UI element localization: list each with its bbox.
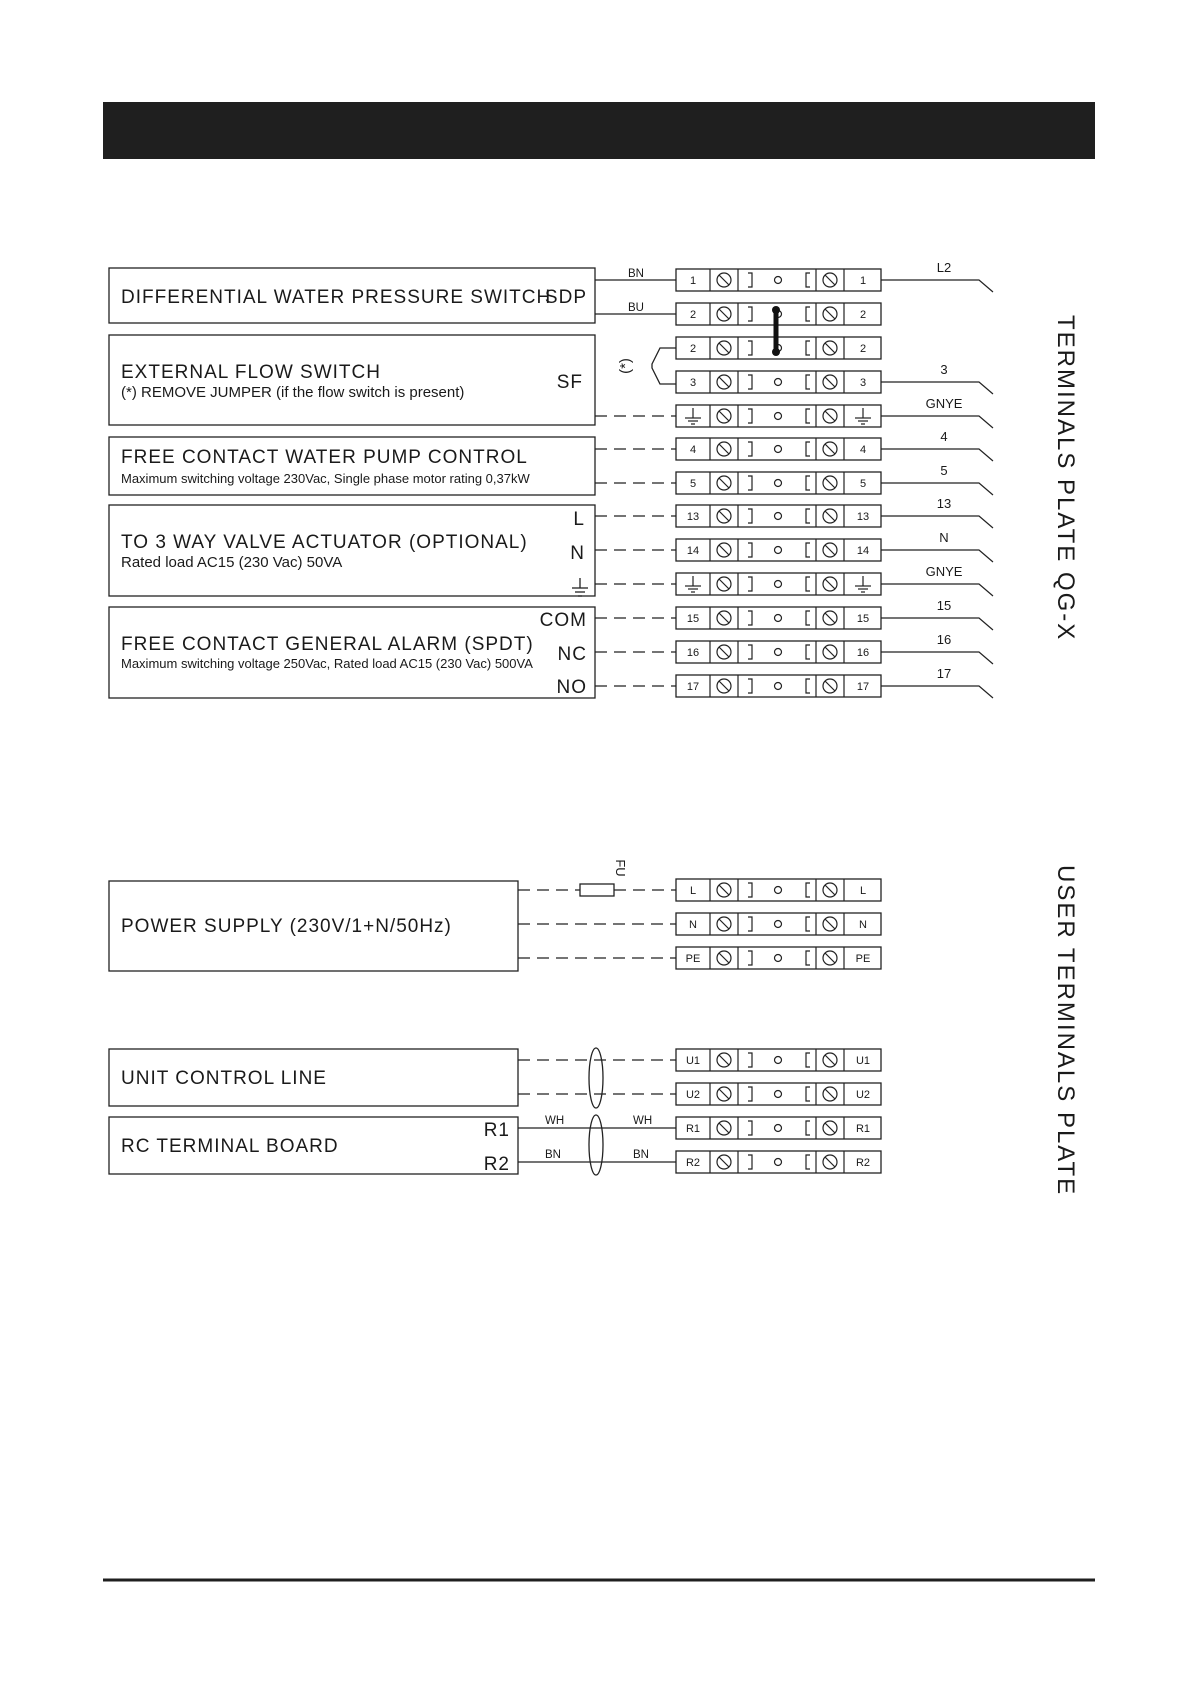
output-lead xyxy=(881,652,993,664)
output-label: L2 xyxy=(936,260,952,275)
output-lead xyxy=(881,382,993,394)
screw-icon xyxy=(717,543,731,557)
terminal-label: 1 xyxy=(689,275,697,287)
alarm-label: FREE CONTACT GENERAL ALARM (SPDT) xyxy=(121,634,534,655)
terminal-block[interactable] xyxy=(676,438,881,460)
rc-wire-r1-left: WH xyxy=(545,1115,565,1127)
output-label: 3 xyxy=(940,362,948,377)
screw-icon xyxy=(717,509,731,523)
screw-icon xyxy=(823,611,837,625)
screw-icon xyxy=(717,1087,731,1101)
terminal-label: 13 xyxy=(856,511,870,523)
screw-icon xyxy=(717,917,731,931)
screw-icon xyxy=(823,442,837,456)
alarm-note: Maximum switching voltage 250Vac, Rated load AC15 (230 Vac) 500VA xyxy=(121,656,533,671)
output-lead xyxy=(881,550,993,562)
terminal-block[interactable] xyxy=(676,472,881,494)
screw-icon xyxy=(823,1121,837,1135)
output-label: 16 xyxy=(936,632,952,647)
ground-icon xyxy=(685,408,701,424)
rc-pin-r2: R2 xyxy=(483,1154,510,1175)
screw-icon xyxy=(823,509,837,523)
output-lead xyxy=(881,618,993,630)
rc-pin-r1: R1 xyxy=(483,1120,510,1141)
terminal-block[interactable] xyxy=(676,1049,881,1071)
jumper-label-group xyxy=(617,358,634,374)
ground-icon xyxy=(855,576,871,592)
plate-user-title: USER TERMINALS PLATE xyxy=(1052,865,1079,1197)
terminal-label: 17 xyxy=(686,681,700,693)
screw-icon xyxy=(717,476,731,490)
terminal-label: PE xyxy=(855,953,871,965)
valve-pin-n: N xyxy=(570,543,585,564)
output-label: 5 xyxy=(940,463,948,478)
terminal-label: 14 xyxy=(856,545,870,557)
valve-note: Rated load AC15 (230 Vac) 50VA xyxy=(121,554,343,571)
output-lead xyxy=(881,280,993,292)
terminal-label: 4 xyxy=(859,444,867,456)
ground-icon xyxy=(685,576,701,592)
screw-icon xyxy=(717,409,731,423)
sdp-label: DIFFERENTIAL WATER PRESSURE SWITCH xyxy=(121,287,552,308)
output-lead xyxy=(881,449,993,461)
sf-note: (*) REMOVE JUMPER (if the flow switch is present) xyxy=(121,384,465,401)
alarm-pin-nc: NC xyxy=(557,644,587,665)
valve-ground-icon xyxy=(572,578,588,596)
wire-color-bu: BU xyxy=(628,302,644,314)
terminal-label: 2 xyxy=(859,343,867,355)
output-label: 4 xyxy=(940,429,948,444)
terminal-label: 1 xyxy=(859,275,867,287)
terminal-block[interactable] xyxy=(676,405,881,427)
output-lead xyxy=(881,416,993,428)
terminal-label: 16 xyxy=(856,647,870,659)
cable-shield-icon xyxy=(589,1048,603,1108)
terminal-label: R2 xyxy=(855,1157,871,1169)
terminal-label: 5 xyxy=(859,478,867,490)
wire-color-bn: BN xyxy=(628,268,644,280)
terminal-label: 5 xyxy=(689,478,697,490)
terminal-label: 14 xyxy=(686,545,700,557)
sf-label: EXTERNAL FLOW SWITCH xyxy=(121,362,381,383)
screw-icon xyxy=(823,951,837,965)
terminal-label: 4 xyxy=(689,444,697,456)
jumper-bar xyxy=(772,306,780,356)
terminal-block[interactable] xyxy=(676,269,881,291)
terminal-label: PE xyxy=(685,953,701,965)
terminal-label: 3 xyxy=(859,377,867,389)
output-lead xyxy=(881,584,993,596)
terminal-label: 16 xyxy=(686,647,700,659)
terminal-block[interactable] xyxy=(676,1151,881,1173)
screw-icon xyxy=(717,341,731,355)
terminal-block[interactable] xyxy=(676,505,881,527)
rc-wire-r2-left: BN xyxy=(545,1149,561,1161)
terminal-label: U1 xyxy=(855,1055,871,1067)
alarm-pin-com: COM xyxy=(539,610,587,631)
terminal-label: R2 xyxy=(685,1157,701,1169)
terminal-label: R1 xyxy=(855,1123,871,1135)
terminal-label: R1 xyxy=(685,1123,701,1135)
terminal-block[interactable] xyxy=(676,675,881,697)
terminal-label: 2 xyxy=(689,309,697,321)
pump-label: FREE CONTACT WATER PUMP CONTROL xyxy=(121,447,528,468)
screw-icon xyxy=(823,1087,837,1101)
terminal-block[interactable] xyxy=(676,947,881,969)
power-label: POWER SUPPLY (230V/1+N/50Hz) xyxy=(121,916,452,937)
output-label: 17 xyxy=(936,666,952,681)
screw-icon xyxy=(823,543,837,557)
cable-shield-icon xyxy=(589,1115,603,1175)
terminal-strip-user xyxy=(676,879,881,1173)
screw-icon xyxy=(823,645,837,659)
screw-icon xyxy=(823,577,837,591)
terminal-label: 2 xyxy=(689,343,697,355)
screw-icon xyxy=(823,476,837,490)
screw-icon xyxy=(717,1121,731,1135)
screw-icon xyxy=(717,883,731,897)
ground-icon xyxy=(855,408,871,424)
terminal-block[interactable] xyxy=(676,371,881,393)
screw-icon xyxy=(717,645,731,659)
terminal-label: L xyxy=(859,885,867,897)
control-label: UNIT CONTROL LINE xyxy=(121,1068,327,1089)
screw-icon xyxy=(717,679,731,693)
output-lead xyxy=(881,516,993,528)
screw-icon xyxy=(823,341,837,355)
terminal-label: N xyxy=(689,919,697,931)
output-lead xyxy=(881,483,993,495)
screw-icon xyxy=(823,1155,837,1169)
terminal-label: U2 xyxy=(855,1089,871,1101)
terminal-label: 15 xyxy=(686,613,700,625)
output-label: 13 xyxy=(936,496,952,511)
screw-icon xyxy=(717,1155,731,1169)
valve-label: TO 3 WAY VALVE ACTUATOR (OPTIONAL) xyxy=(121,532,528,553)
fuse-label: FU xyxy=(613,859,628,877)
terminal-block[interactable] xyxy=(676,913,881,935)
screw-icon xyxy=(717,442,731,456)
screw-icon xyxy=(823,917,837,931)
plate-qgx-title: TERMINALS PLATE QG-X xyxy=(1052,315,1079,642)
terminal-block[interactable] xyxy=(676,573,881,595)
output-label: GNYE xyxy=(925,564,963,579)
output-label: GNYE xyxy=(925,396,963,411)
fuse-icon xyxy=(580,884,614,896)
rc-wire-r1-right: WH xyxy=(633,1115,653,1127)
screw-icon xyxy=(823,409,837,423)
jumper-mark: (*) xyxy=(617,358,634,374)
output-label: 15 xyxy=(936,598,952,613)
terminal-block[interactable] xyxy=(676,607,881,629)
terminal-label: 13 xyxy=(686,511,700,523)
sdp-code: SDP xyxy=(544,287,587,308)
terminal-label: N xyxy=(859,919,867,931)
screw-icon xyxy=(823,273,837,287)
terminal-label: U2 xyxy=(685,1089,701,1101)
terminal-block[interactable] xyxy=(676,879,881,901)
sf-code: SF xyxy=(556,372,583,393)
terminal-label: 2 xyxy=(859,309,867,321)
rc-wire-r2-right: BN xyxy=(633,1149,649,1161)
screw-icon xyxy=(717,273,731,287)
screw-icon xyxy=(717,375,731,389)
terminal-label: 3 xyxy=(689,377,697,389)
terminal-label: 17 xyxy=(856,681,870,693)
header-bar xyxy=(103,102,1095,159)
terminal-block[interactable] xyxy=(676,539,881,561)
terminal-label: U1 xyxy=(685,1055,701,1067)
screw-icon xyxy=(717,307,731,321)
screw-icon xyxy=(823,307,837,321)
terminal-block[interactable] xyxy=(676,1117,881,1139)
screw-icon xyxy=(823,375,837,389)
screw-icon xyxy=(717,1053,731,1067)
terminal-label: 15 xyxy=(856,613,870,625)
screw-icon xyxy=(717,577,731,591)
screw-icon xyxy=(717,611,731,625)
screw-icon xyxy=(823,1053,837,1067)
screw-icon xyxy=(823,679,837,693)
terminal-label: L xyxy=(689,885,697,897)
screw-icon xyxy=(823,883,837,897)
alarm-pin-no: NO xyxy=(556,677,587,698)
terminal-block[interactable] xyxy=(676,641,881,663)
pump-note: Maximum switching voltage 230Vac, Single phase motor rating 0,37kW xyxy=(121,471,530,486)
rc-label: RC TERMINAL BOARD xyxy=(121,1136,339,1157)
output-lead xyxy=(881,686,993,698)
output-label: N xyxy=(939,530,949,545)
valve-pin-l: L xyxy=(573,509,585,530)
screw-icon xyxy=(717,951,731,965)
terminal-block[interactable] xyxy=(676,1083,881,1105)
